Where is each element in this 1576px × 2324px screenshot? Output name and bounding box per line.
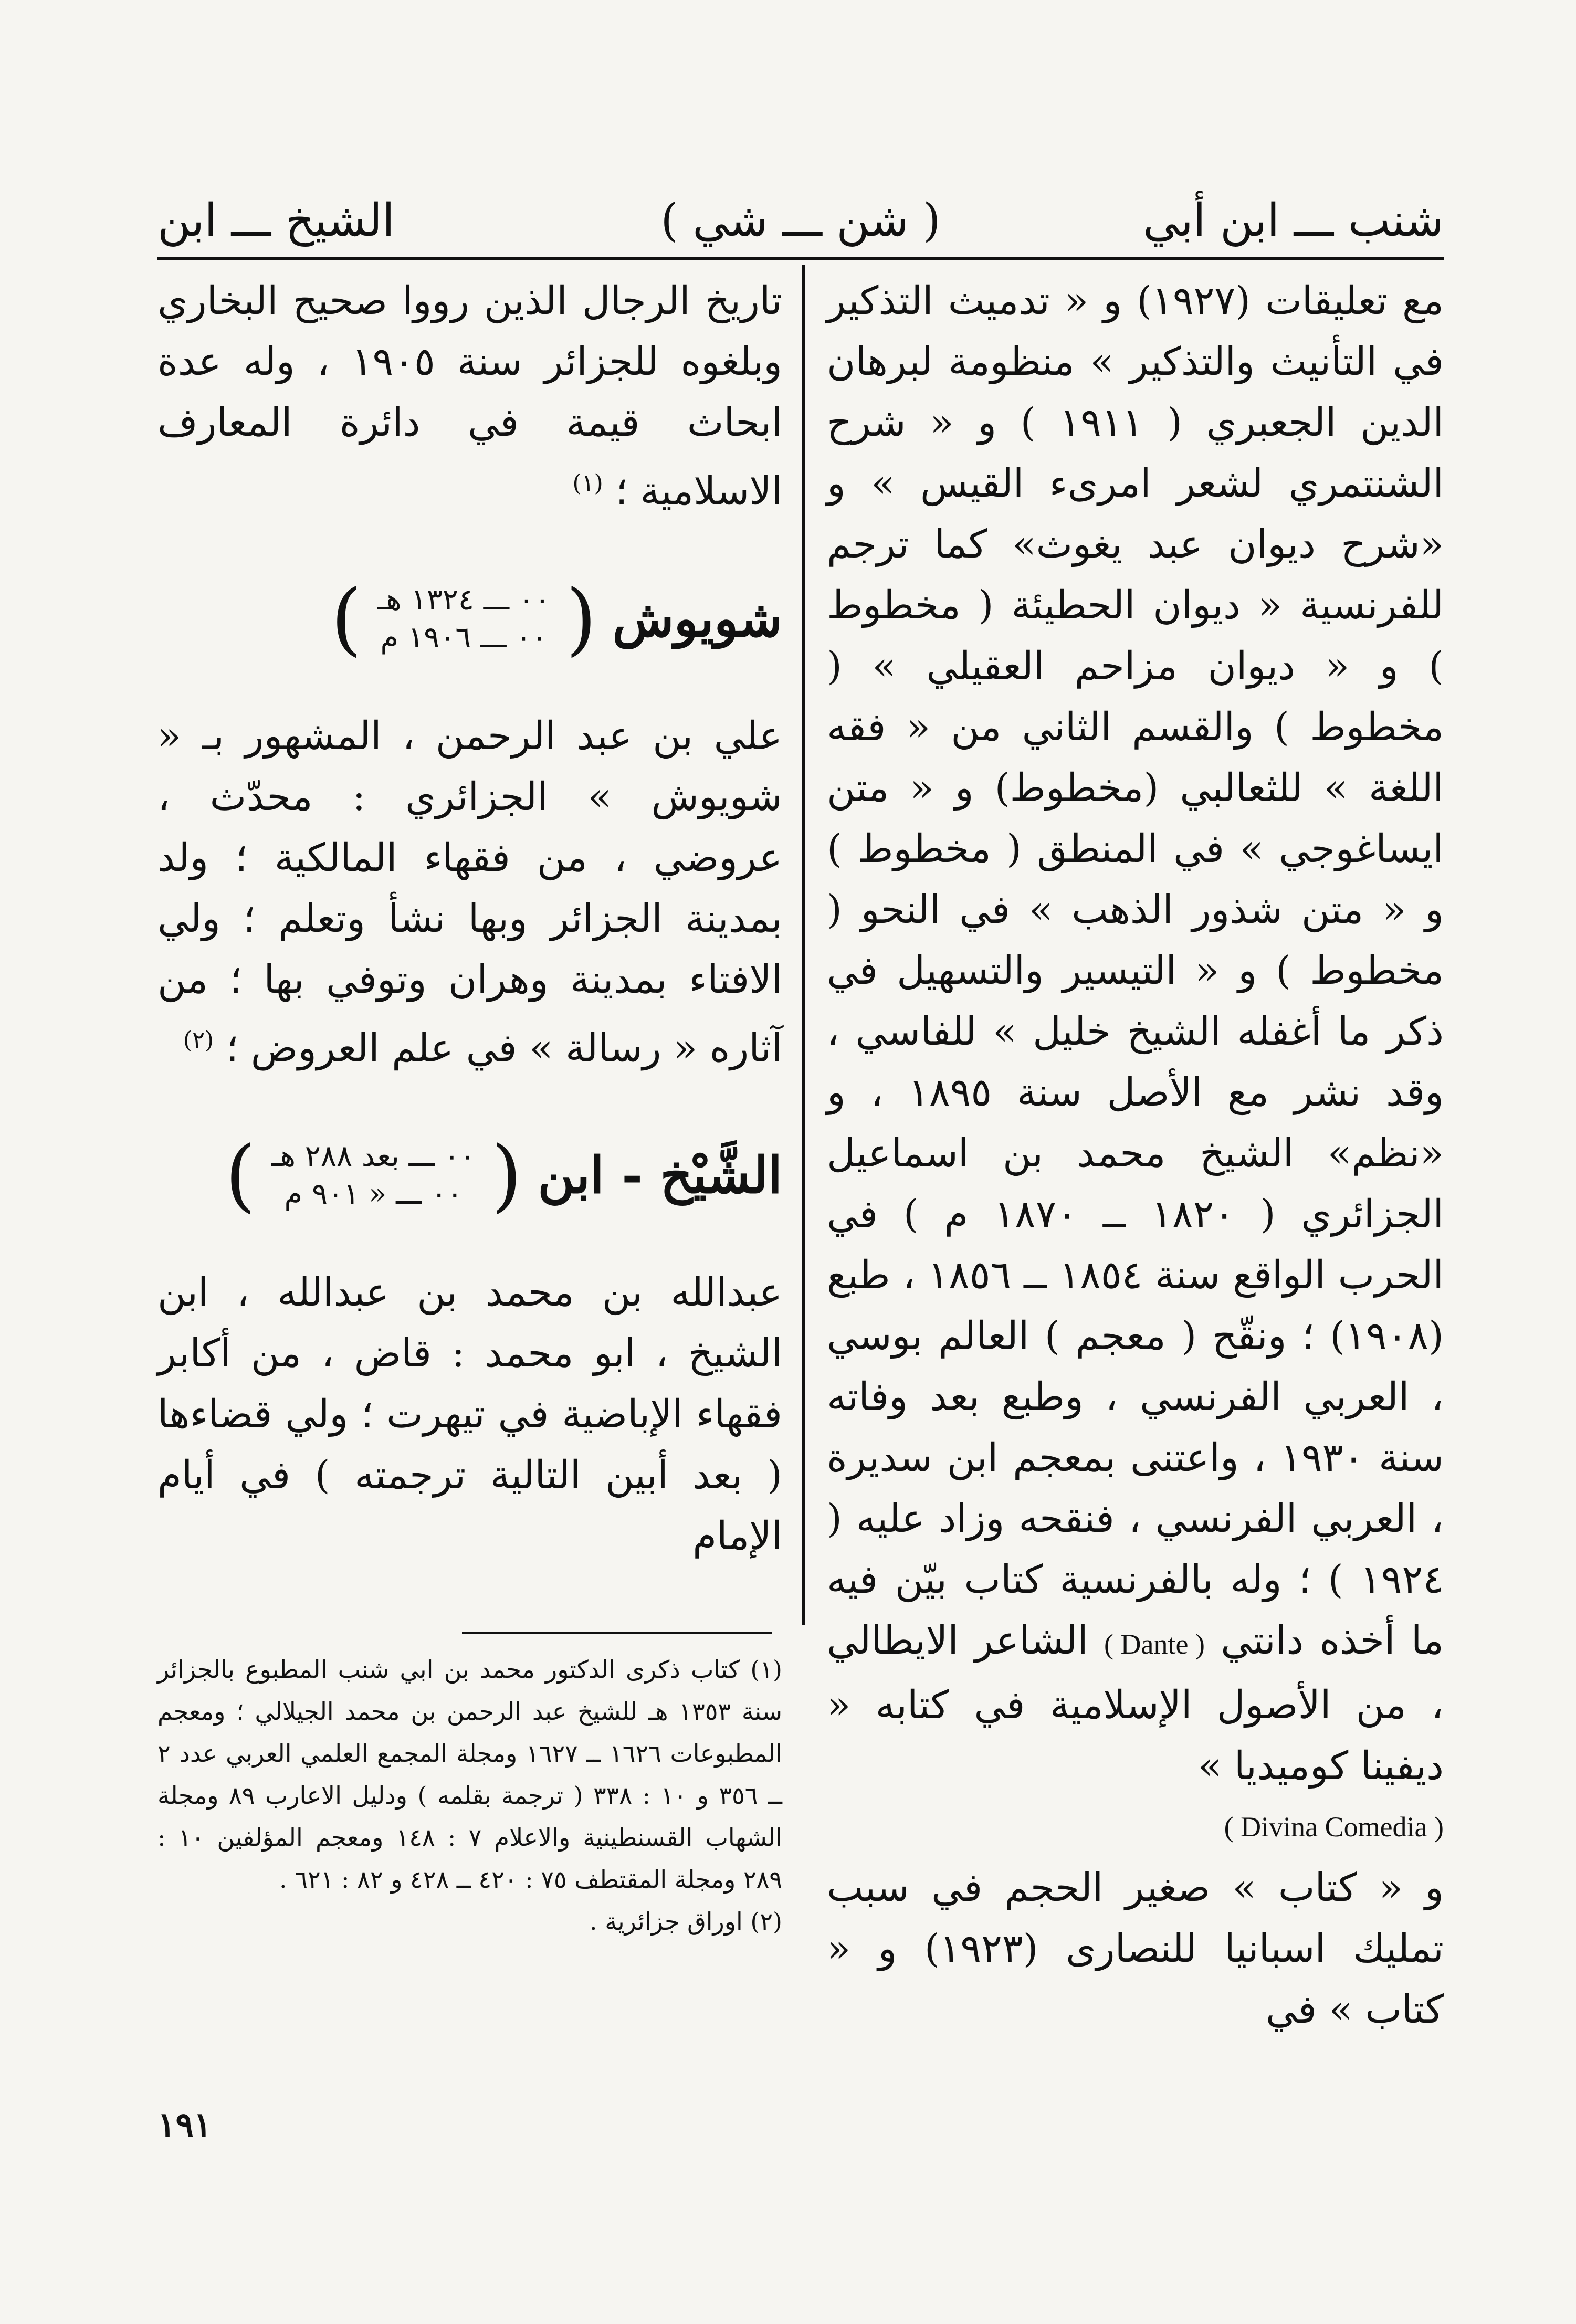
running-header xyxy=(157,186,1444,255)
entry-body-shwiwsh: علي بن عبد الرحمن ، المشهور بـ « شويوش » الجزائري : محدّث ، عروضي ، من فقهاء المالكية ؛ ولد بمدينة الجزائر وبها نشأ وتعلم ؛ ولي الافتاء بمدينة وهران وتوفي بها ؛ من آثاره « رسالة » في علم العروض ؛ $^{(٢)}$ xyxy=(157,713,782,1071)
right-column-paragraph: مع تعليقات (١٩٢٧) و « تدميث التذكير في التأنيث والتذكير » منظومة لبرهان الدين الجعبري ( ١٩١١ ) و « شرح الشنتمري لشعر امرىء القيس » و «شرح ديوان عبد يغوث» كما ترجم للفرنسية « ديوان الحطيئة ( مخطوط ) و « ديوان مزاحم العقيلي » ( مخطوط ) والقسم الثاني من « فقه اللغة » للثعالبي (مخطوط) و « متن ايساغوجي » في المنطق ( مخطوط ) و « متن شذور الذهب » في النحو ( مخطوط ) و « التيسير والتسهيل في ذكر ما أغفله الشيخ خليل » للفاسي ، وقد نشر مع الأصل سنة ١٨٩٥ ، و «نظم» الشيخ محمد بن اسماعيل الجزائري ( ١٨٢٠ ــ ١٨٧٠ م ) في الحرب الواقع سنة ١٨٥٤ ــ ١٨٥٦ ، طبع (١٩٠٨) ؛ ونقّح ( معجم ) العالم بوسي ، العربي الفرنسي ، وطبع بعد وفاته سنة ١٩٣٠ ، واعتنى بمعجم ابن سديرة ، العربي الفرنسي ، فنقحه وزاد عليه ( ١٩٢٤ ) ؛ وله بالفرنسية كتاب بيّن فيه ما أخذه دانتي ( Dante ) الشاعر الايطالي ، من الأصول الإسلامية في كتابه « ديفينا كوميديا » xyxy=(827,278,1444,1789)
footnote-2: (٢) اوراق جزائرية . xyxy=(589,1907,782,1936)
header-rule xyxy=(157,257,1444,260)
date-hijri: ٠٠ ـــ ١٣٢٤ هـ xyxy=(377,582,550,617)
footnote-rule xyxy=(462,1632,772,1634)
date-hijri: ٠٠ ـــ بعد ٢٨٨ هـ xyxy=(271,1139,476,1174)
entry-body-ibn-alshaykh: عبدالله بن محمد بن عبدالله ، ابن الشيخ ، ابو محمد : قاض ، من أكابر فقهاء الإباضية في تيهرت ؛ ولي قضاءها ( بعد أبين التالية ترجمته ) في أيام الإمام xyxy=(157,1270,782,1559)
previous-entry-continuation: تاريخ الرجال الذين رووا صحيح البخاري وبلغوه للجزائر سنة ١٩٠٥ ، وله عدة ابحاث قيمة في دائرة المعارف الاسلامية ؛ $^{(١)}$ xyxy=(157,278,782,514)
footnotes xyxy=(157,1648,782,1942)
footnote-ref-2: (٢) xyxy=(183,1026,214,1054)
right-column-paragraph-end: و « كتاب » صغير الحجم في سبب تمليك اسبانيا للنصارى (١٩٢٣) و « كتاب » في xyxy=(827,1865,1444,2032)
header-right-keyword: شنب ـــ ابن أبي xyxy=(1143,194,1444,247)
header-left-keyword: الشيخ ـــ ابن xyxy=(157,194,395,247)
latin-divina-comedia: ( Divina Comedia ) xyxy=(1224,1811,1444,1843)
entry-heading-ibn-alshaykh: الشَّيْخ - ابن ( ٠٠ ـــ بعد ٢٨٨ هـ ٠٠ ـــ « ٩٠١ م ) xyxy=(225,1130,782,1222)
entry-dates xyxy=(271,1138,476,1213)
entry-heading-shwiwsh: شويوش ( ٠٠ ـــ ١٣٢٤ هـ ٠٠ ـــ ١٩٠٦ م ) xyxy=(331,573,782,665)
left-column xyxy=(157,270,782,1566)
date-gregorian: ٠٠ ـــ « ٩٠١ م xyxy=(284,1177,463,1212)
latin-dante: ( Dante ) xyxy=(1104,1628,1205,1660)
header-center-range: ( شن ـــ شي ) xyxy=(660,194,941,247)
entry-name: الشَّيْخ - ابن xyxy=(538,1145,782,1205)
date-gregorian: ٠٠ ـــ ١٩٠٦ م xyxy=(380,620,548,655)
column-divider xyxy=(802,265,805,1625)
entry-dates xyxy=(377,581,550,657)
footnote-ref-1: (١) xyxy=(572,470,603,497)
right-column xyxy=(827,270,1444,2040)
footnote-1: (١) كتاب ذكرى الدكتور محمد بن ابي شنب المطبوع بالجزائر سنة ١٣٥٣ هـ للشيخ عبد الرحمن بن محمد الجيلالي ؛ ومعجم المطبوعات ١٦٢٦ ــ ١٦٢٧ ومجلة المجمع العلمي العربي عدد ٢ ــ ٣٥٦ و ١٠ : ٣٣٨ ( ترجمة بقلمه ) ودليل الاعارب ٨٩ ومجلة الشهاب القسنطينية والاعلام ٧ : ١٤٨ ومعجم المؤلفين ١٠ : ٢٨٩ ومجلة المقتطف ٧٥ : ٤٢٠ ــ ٤٢٨ و ٨٢ : ٦٢١ . xyxy=(157,1655,783,1894)
entry-name: شويوش xyxy=(612,588,782,648)
page-number: ١٩١ xyxy=(157,2105,212,2144)
